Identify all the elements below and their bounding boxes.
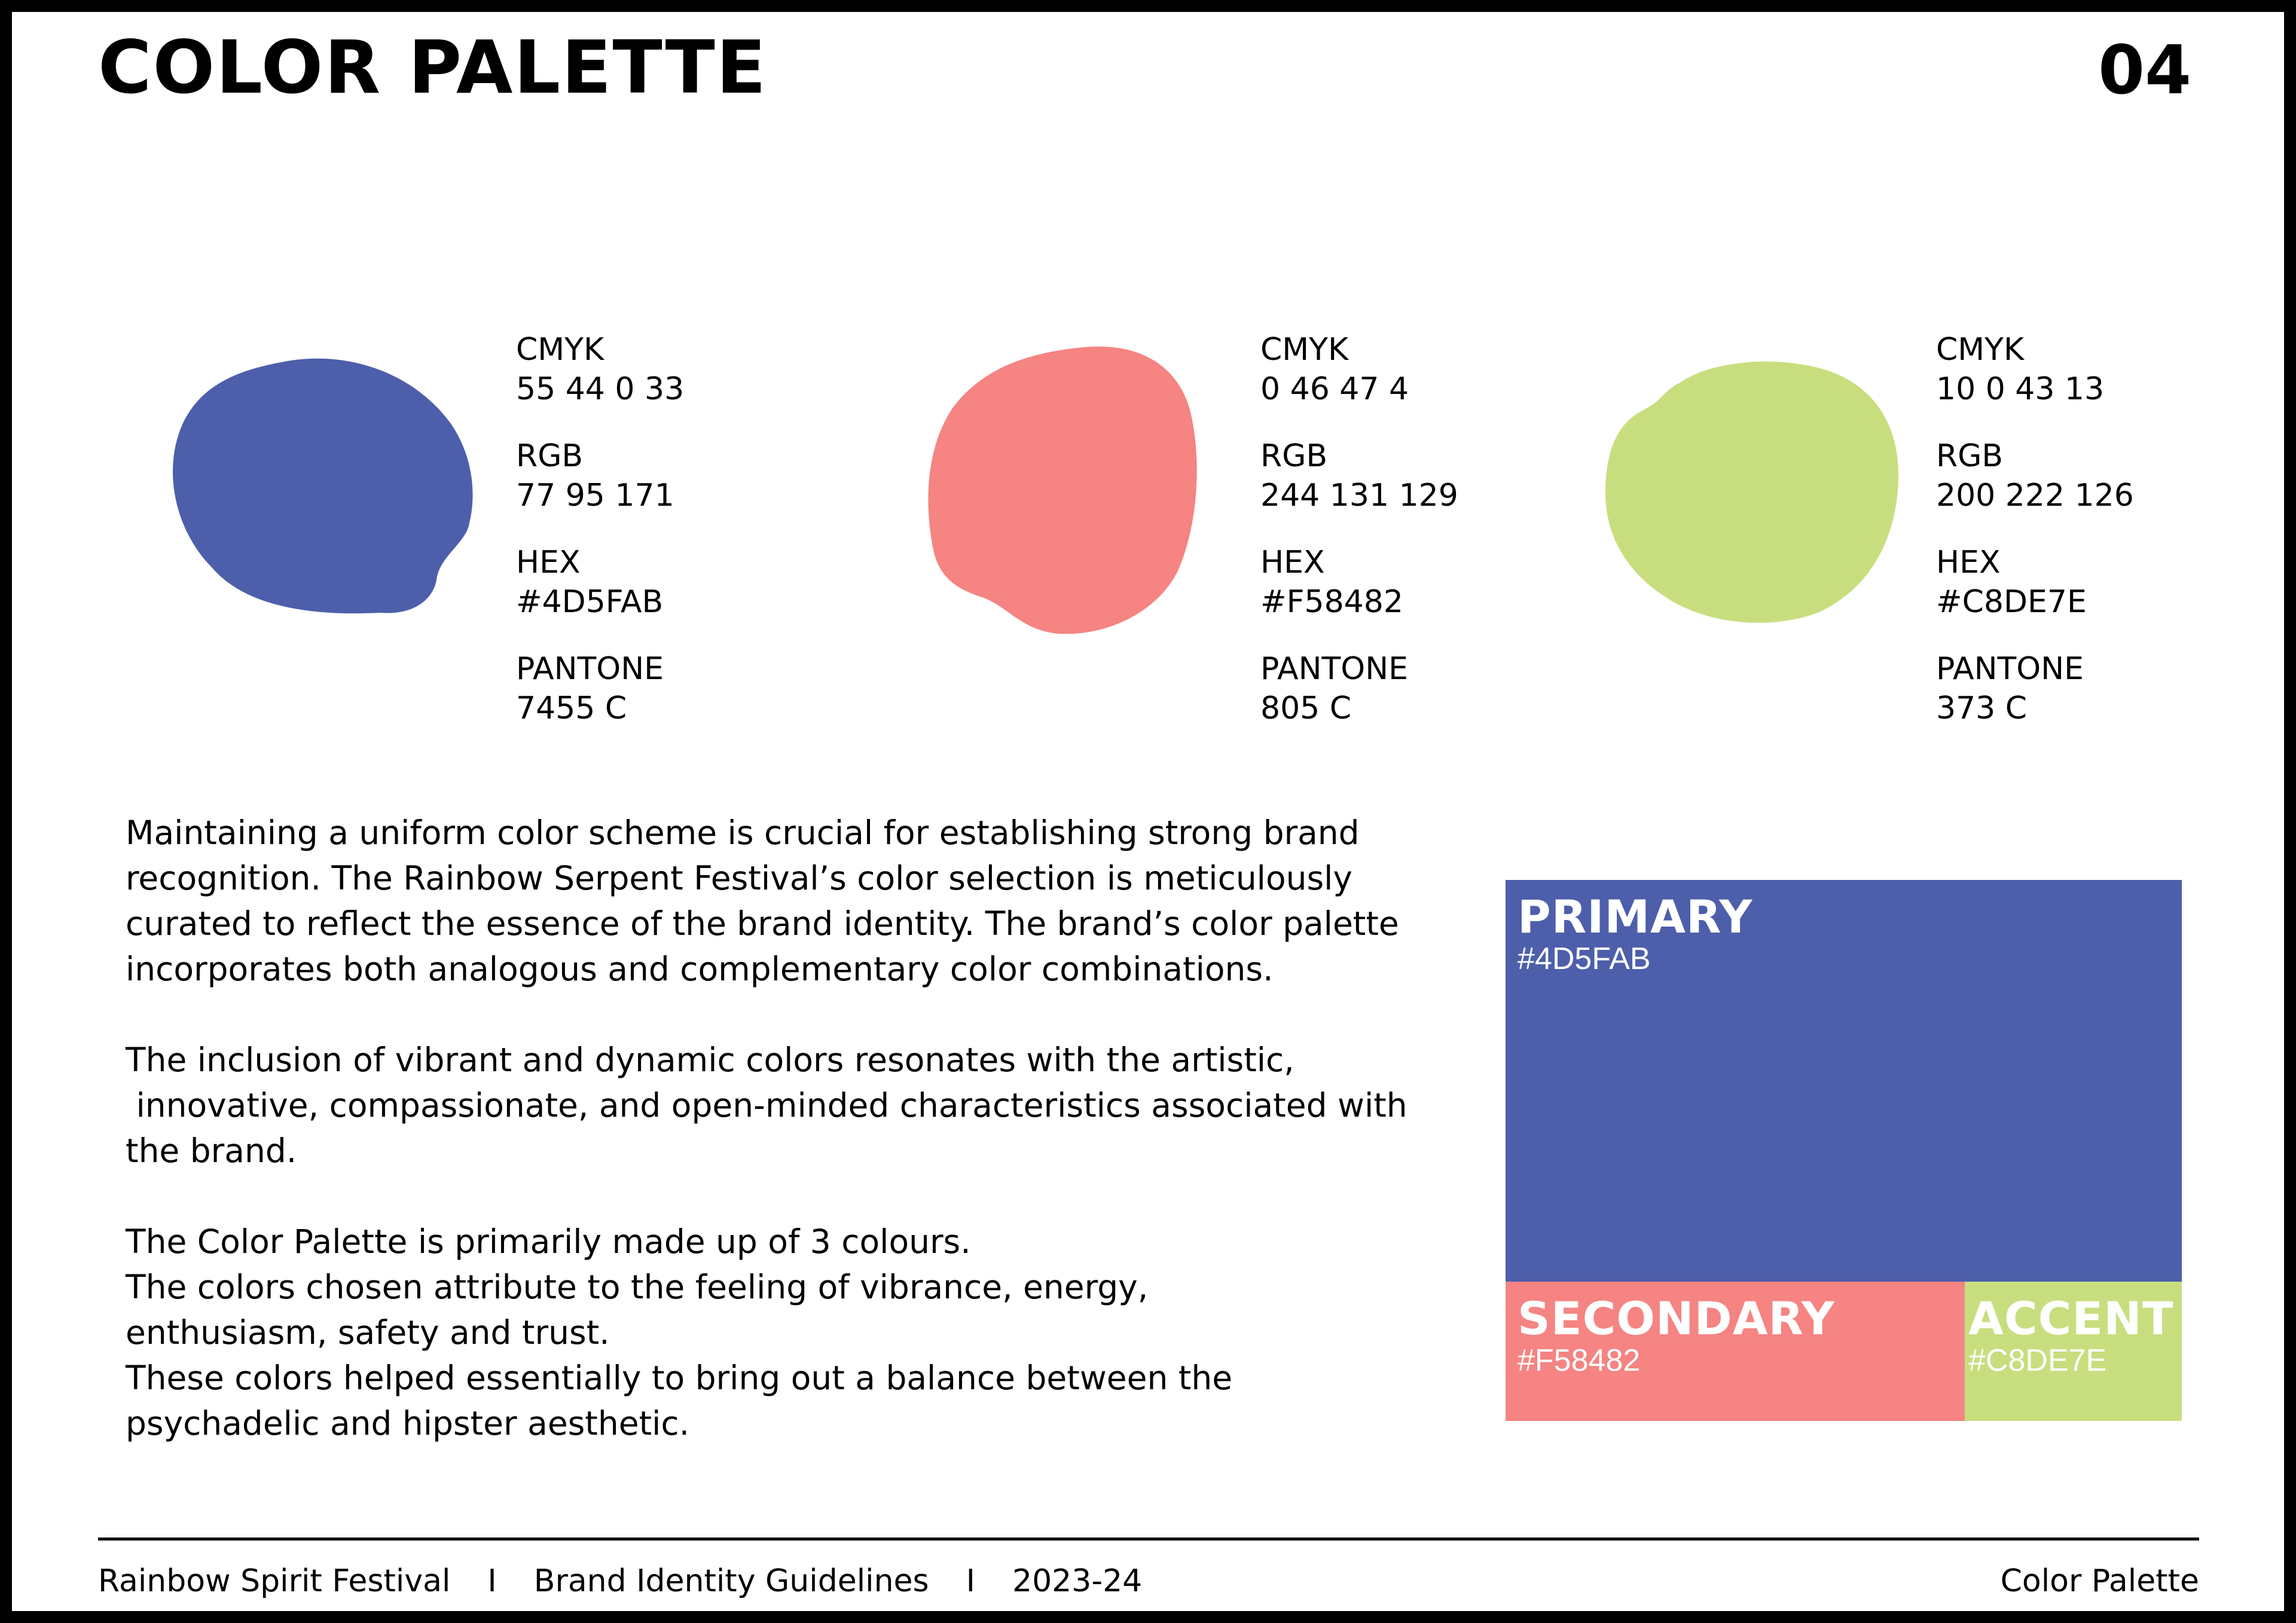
cmyk-label: CMYK (1260, 332, 1349, 368)
footer-festival-name: Rainbow Spirit Festival (98, 1563, 451, 1599)
page-title: COLOR PALETTE (98, 25, 768, 110)
pantone-value: 7455 C (516, 690, 627, 726)
accent-color-swatch (1602, 356, 1901, 631)
rgb-value: 200 222 126 (1936, 478, 2134, 514)
hex-value: #F58482 (1260, 584, 1403, 620)
page-number: 04 (2098, 32, 2191, 109)
primary-color-swatch (164, 353, 475, 628)
footer-section-name: Color Palette (2000, 1563, 2199, 1599)
hex-value: #4D5FAB (516, 584, 664, 620)
secondary-block-name: SECONDARY (1518, 1292, 1835, 1345)
secondary-color-specs (1260, 330, 1458, 728)
accent-swatch-shape (1605, 362, 1898, 623)
cmyk-value: 55 44 0 33 (516, 371, 685, 407)
footer-separator: I (487, 1563, 497, 1599)
primary-swatch-shape (173, 359, 473, 613)
body-paragraph: Maintaining a uniform color scheme is crucial for establishing strong brand recognition. The Rainbow Serpent Festival’s color selection is meticulously curated to reflect the essence of the brand identity. The brand’s color palette incorporates both analogous and complementary color combinations. (126, 814, 1399, 988)
accent-color-specs (1936, 330, 2134, 728)
pantone-value: 805 C (1260, 690, 1352, 726)
rgb-label: RGB (516, 438, 584, 474)
rgb-value: 244 131 129 (1260, 478, 1458, 514)
pantone-value: 373 C (1936, 690, 2028, 726)
cmyk-value: 0 46 47 4 (1260, 371, 1409, 407)
secondary-swatch-shape (928, 347, 1196, 634)
rgb-label: RGB (1936, 438, 2004, 474)
body-paragraph: The Color Palette is primarily made up of 3 colours. The colors chosen attribute to the feeling of vibrance, energy, enthusiasm, safety and trust. These colors helped essentially to bring out a balance between the psychadelic and hipster aesthetic. (126, 1222, 1233, 1442)
secondary-color-swatch (927, 344, 1214, 643)
accent-block-name: ACCENT (1968, 1292, 2174, 1345)
secondary-block-hex: #F58482 (1518, 1343, 1641, 1378)
pantone-label: PANTONE (1260, 651, 1408, 687)
rgb-value: 77 95 171 (516, 478, 674, 514)
footer-year: 2023-24 (1012, 1563, 1143, 1599)
hex-label: HEX (1936, 545, 2001, 580)
pantone-label: PANTONE (1936, 651, 2084, 687)
pantone-label: PANTONE (516, 651, 664, 687)
rgb-label: RGB (1260, 438, 1328, 474)
hex-label: HEX (1260, 545, 1325, 580)
hex-label: HEX (516, 545, 581, 580)
palette-proportion-blocks (1506, 880, 2182, 1421)
footer (98, 1560, 2199, 1602)
primary-block-name: PRIMARY (1518, 890, 1753, 943)
secondary-block (1506, 1282, 1965, 1421)
cmyk-label: CMYK (516, 332, 604, 368)
body-text (126, 810, 1459, 1446)
accent-block (1965, 1282, 2182, 1421)
primary-block (1506, 880, 2182, 1282)
footer-separator: I (966, 1563, 975, 1599)
footer-guidelines: Brand Identity Guidelines (533, 1563, 929, 1599)
cmyk-label: CMYK (1936, 332, 2025, 368)
accent-block-hex: #C8DE7E (1968, 1343, 2107, 1378)
hex-value: #C8DE7E (1936, 584, 2087, 620)
footer-meta (98, 1560, 1142, 1602)
primary-color-specs (516, 330, 684, 728)
body-paragraph: The inclusion of vibrant and dynamic colors resonates with the artistic, innovative, compassionate, and open-minded characteristics associated with the brand. (126, 1041, 1407, 1170)
footer-divider (98, 1538, 2199, 1541)
cmyk-value: 10 0 43 13 (1936, 371, 2105, 407)
page (12, 12, 2284, 1611)
primary-block-hex: #4D5FAB (1518, 942, 1651, 976)
